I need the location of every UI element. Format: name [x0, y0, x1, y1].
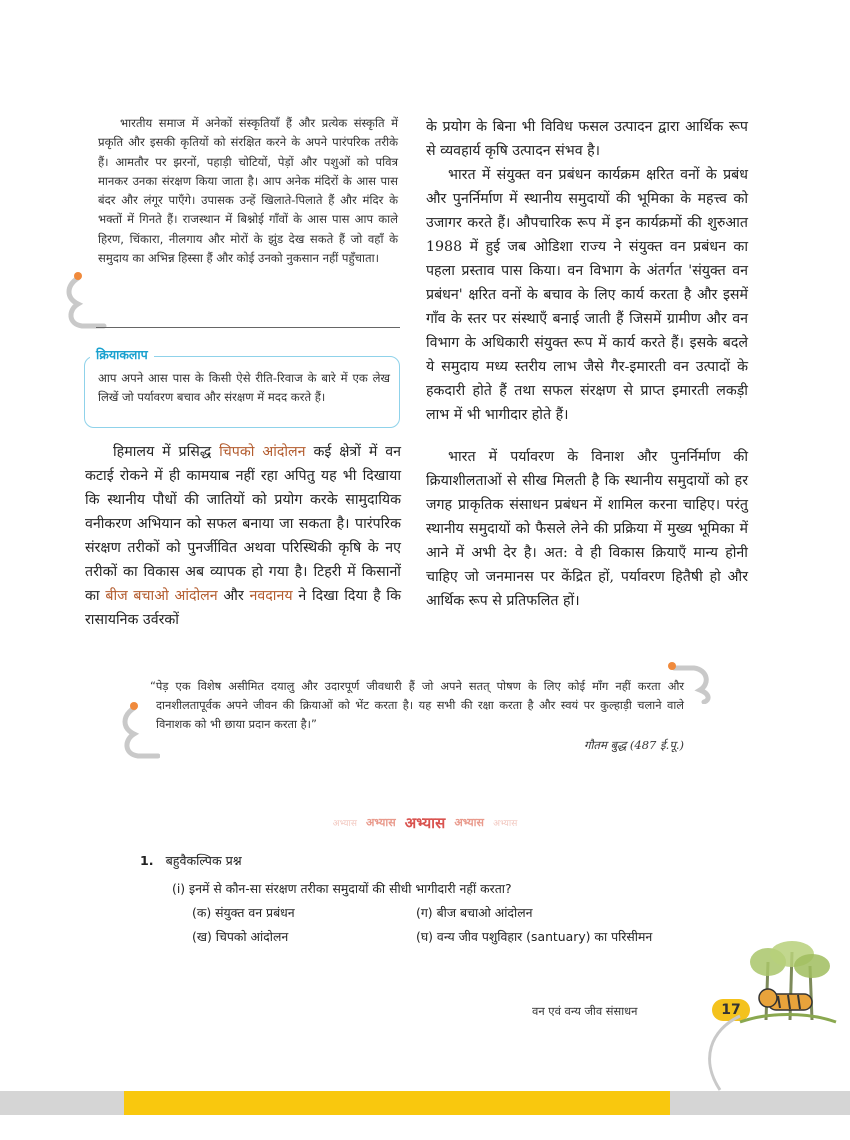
text-segment: ने दिखा दिया है कि रासायनिक उर्वरकों — [85, 588, 401, 628]
navdanya-term: नवदानय — [249, 588, 293, 604]
page-number: 17 — [712, 999, 750, 1021]
bracket-curl — [69, 278, 104, 326]
option-b: (ख) चिपको आंदोलन — [192, 929, 289, 944]
right-paragraph-1: के प्रयोग के बिना भी विविध फसल उत्पादन द्वारा आर्थिक रूप से व्यवहार्य कृषि उत्पादन संभव है। — [426, 119, 748, 159]
exercise-question: (i) इनमें से कौन-सा संरक्षण तरीका समुदायों की सीधी भागीदारी नहीं करता? — [172, 881, 512, 896]
quote-text: “पेड़ एक विशेष असीमित दयालु और उदारपूर्ण जीवधारी हैं जो अपने सतत् पोषण के लिए कोई माँग नहीं करता और दानशीलतापूर्वक अपने जीवन की क्रियाओं को भेंट करता है। यह सभी की रक्षा करता है और स्वयं पर कुल्हाड़ी चलाने वाले विनाशक को भी छाया प्रदान करता है।” — [150, 679, 684, 731]
text-segment: और — [217, 588, 250, 604]
side-box-bracket — [64, 268, 108, 330]
orange-dot-icon — [668, 662, 676, 670]
abhyas-word: अभ्यास — [493, 819, 518, 829]
exercise-number: 1. — [140, 853, 154, 868]
abhyas-word: अभ्यास — [404, 813, 446, 832]
side-box-divider — [96, 327, 400, 328]
quote-bracket-left — [120, 700, 160, 760]
chipko-movement-term: चिपको आंदोलन — [219, 444, 306, 460]
quote-author: गौतम बुद्ध (487 ई.पू.) — [583, 738, 684, 752]
abhyas-word: अभ्यास — [454, 816, 484, 829]
right-paragraph-3: भारत में पर्यावरण के विनाश और पुनर्निर्माण की क्रियाशीलताओं से सीख मिलती है कि स्थानीय समुदायों को हर जगह प्राकृतिक संसाधन प्रबंधन में शामिल करना चाहिए। परंतु स्थानीय समुदायों को फैसले लेने की प्रक्रिया में मुख्य भूमिका में आने में अभी देर है। अत: वे ही विकास क्रियाएँ मान्य होनी चाहिए जो जनमानस पर केंद्रित हों, पर्यावरण हितैषी हो और आर्थिक रूप से प्रतिफलित हों। — [426, 449, 748, 609]
abhyas-word: अभ्यास — [366, 816, 396, 829]
exercise-heading — [140, 852, 242, 869]
exercise-title: बहुवैकल्पिक प्रश्न — [165, 853, 242, 868]
left-paragraph — [85, 440, 401, 632]
text-segment: कई क्षेत्रों में वन कटाई रोकने में ही कामयाब नहीं रहा अपितु यह भी दिखाया कि स्थानीय पौधों की जातियों को प्रयोग करके सामुदायिक वनीकरण अभियान को सफल बनाया जा सकता है। पारंपरिक संरक्षण तरीकों को पुनर्जीवित अथवा परिस्थिकी कृषि के नए तरीकों का विकास अब व्यापक हो गया है। टिहरी में किसानों का — [85, 444, 402, 604]
side-box-text: भारतीय समाज में अनेकों संस्कृतियाँ हैं और प्रत्येक संस्कृति में प्रकृति और इसकी कृतियों को संरक्षित करने के अपने पारंपरिक तरीके हैं। आमतौर पर झरनों, पहाड़ी चोटियों, पेड़ों और पशुओं को पवित्र मानकर उनका संरक्षण किया जाता है। आप अनेक मंदिरों के आस पास बंदर और लंगूर पाएँगे। उपासक उन्हें खिलाते-पिलाते हैं और मंदिर के भक्तों में गिनते हैं। राजस्थान में बिश्नोई गाँवों के आस पास आप काले हिरण, चिंकारा, नीलगाय और मोरों के झुंड देख सकते हैं जो वहाँ के समुदाय का अभिन्न हिस्सा हैं और कोई उनको नुकसान नहीं पहुँचाता। — [98, 116, 398, 266]
beej-bachao-term: बीज बचाओ आंदोलन — [105, 588, 218, 604]
orange-dot-icon — [130, 702, 138, 710]
option-c: (ग) बीज बचाओ आंदोलन — [416, 905, 533, 920]
orange-dot-icon — [74, 272, 82, 280]
option-a: (क) संयुक्त वन प्रबंधन — [192, 905, 295, 920]
activity-title: क्रियाकलाप — [90, 346, 154, 363]
text-segment: हिमालय में प्रसिद्ध — [113, 444, 220, 460]
option-d: (घ) वन्य जीव पशुविहार (santuary) का परिसीमन — [416, 929, 653, 944]
abhyas-word: अभ्यास — [332, 819, 357, 829]
forest-illustration — [738, 940, 838, 1024]
footer-curve — [690, 1010, 750, 1092]
right-paragraph-2: भारत में संयुक्त वन प्रबंधन कार्यक्रम क्षरित वनों के प्रबंध और पुनर्निर्माण में स्थानीय समुदायों की भूमिका के महत्त्व को उजागर करते हैं। औपचारिक रूप में इन कार्यक्रमों की शुरुआत 1988 में हुई जब ओडिशा राज्य ने संयुक्त वन प्रबंधन का पहला प्रस्ताव पास किया। वन विभाग के अंतर्गत 'संयुक्त वन प्रबंधन' क्षरित वनों के बचाव के लिए कार्य करता है और इसमें गाँव के स्तर पर संस्थाएँ बनाई जाती हैं जिसमें ग्रामीण और वन विभाग के अधिकारी संयुक्त रूप में कार्य करते हैं। इसके बदले ये समुदाय मध्य स्तरीय लाभ जैसे गैर-इमारती वन उत्पादों के हकदारी होते हैं तथा सफल संरक्षण से प्राप्त इमारती लकड़ी लाभ में भी भागीदार होते हैं। — [426, 167, 748, 423]
footer-bar-yellow — [124, 1091, 670, 1115]
exercise-banner — [0, 812, 850, 833]
chapter-title: वन एवं वन्य जीव संसाधन — [532, 1004, 638, 1018]
activity-text: आप अपने आस पास के किसी ऐसे रीति-रिवाज के बारे में एक लेख लिखें जो पर्यावरण बचाव और संरक्षण में मदद करते हैं। — [98, 371, 390, 404]
